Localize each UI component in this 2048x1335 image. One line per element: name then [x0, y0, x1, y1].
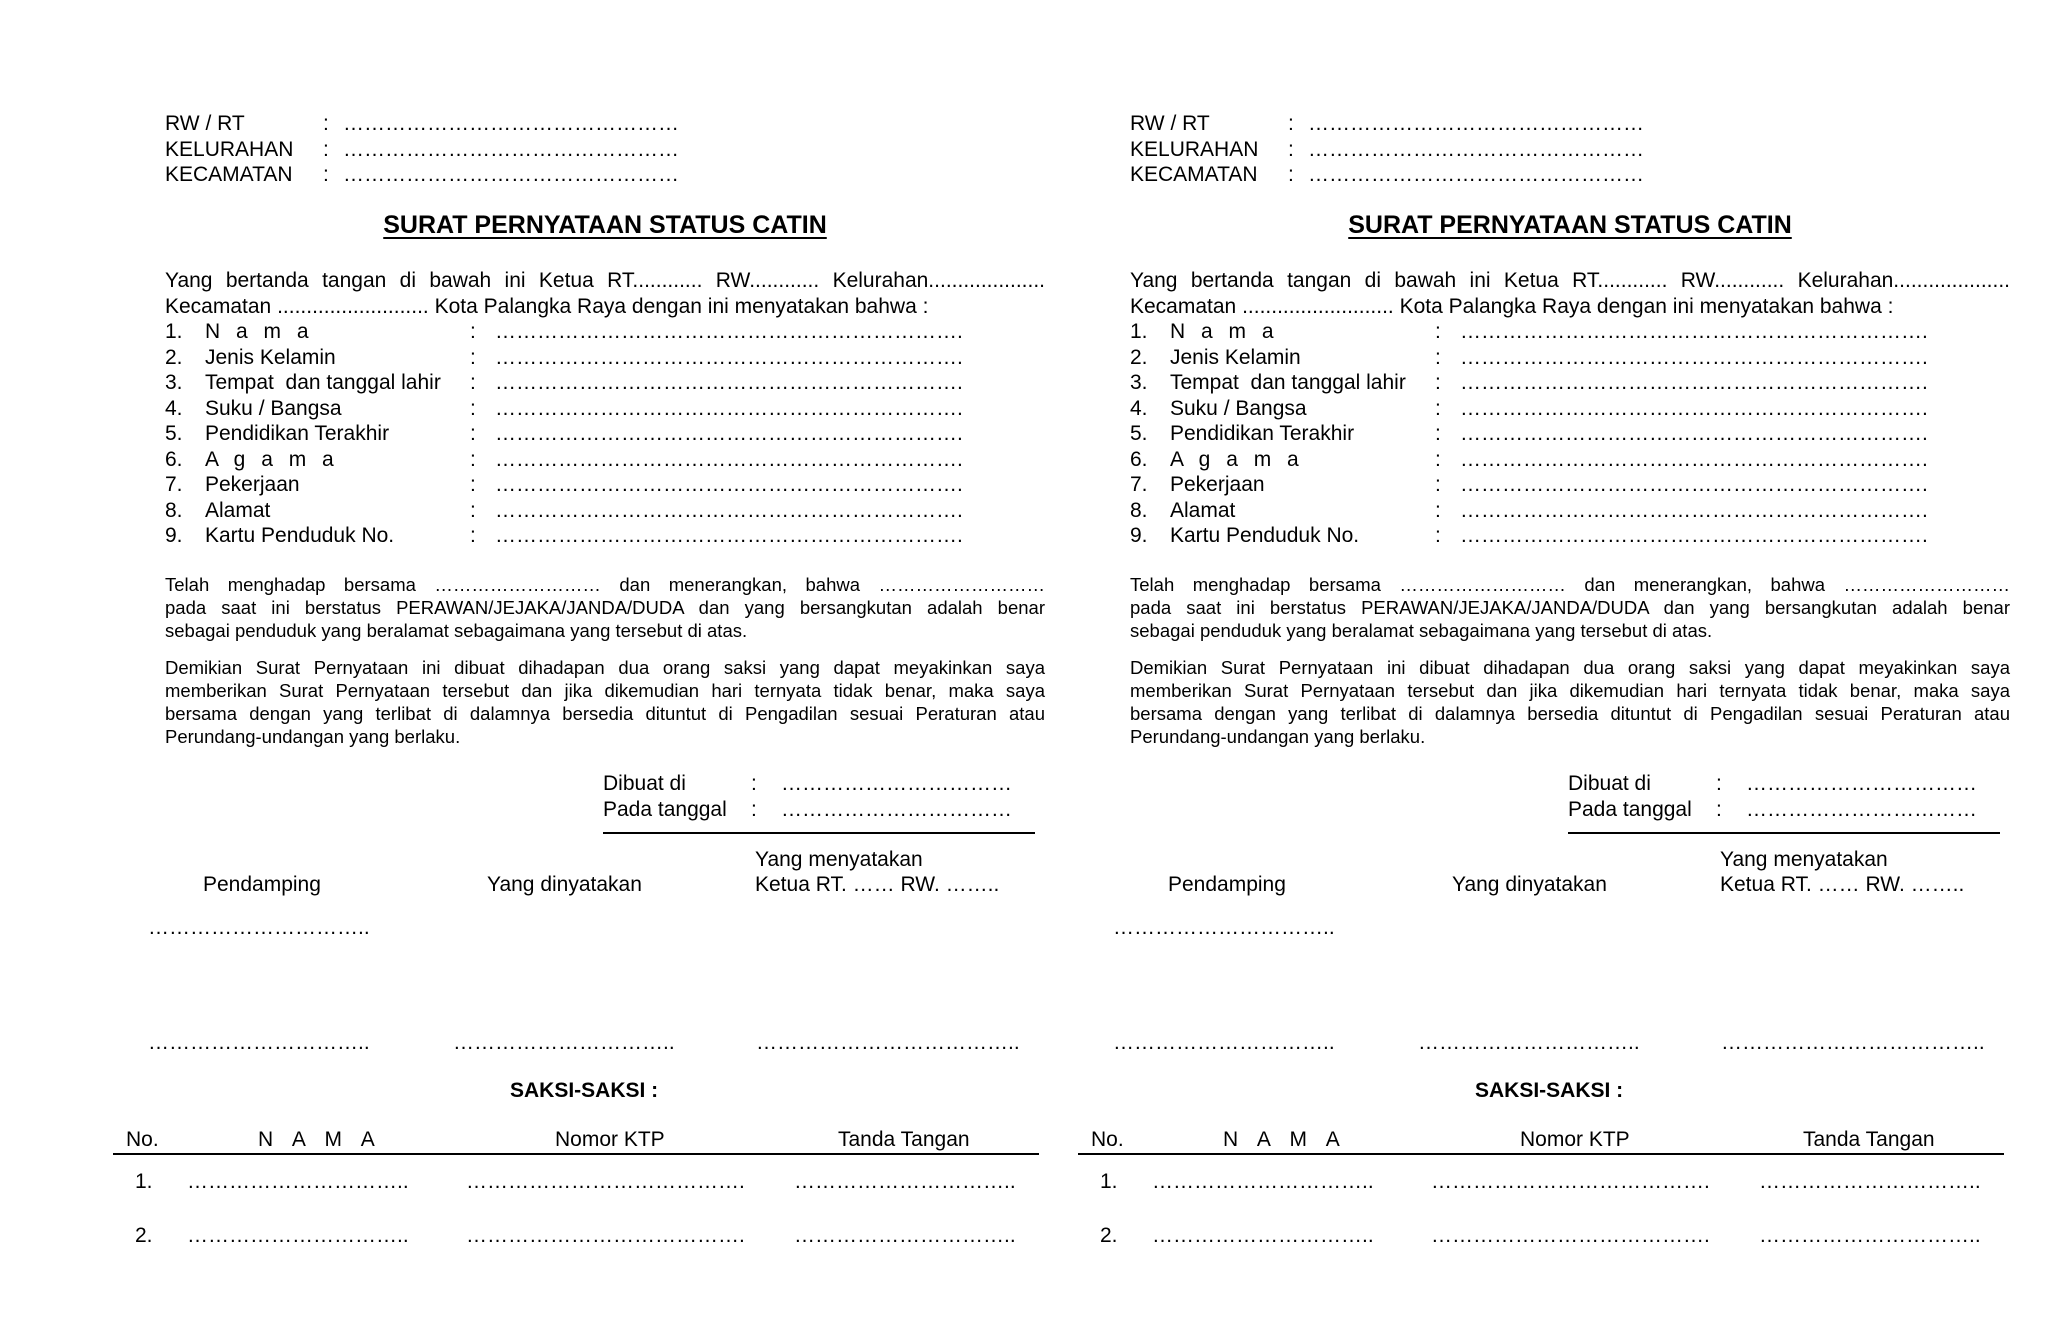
field-blank[interactable]: ……………………………: [1746, 772, 1977, 795]
item-number: 9.: [165, 524, 183, 547]
item-label: Jenis Kelamin: [1170, 345, 1301, 369]
signature-blank[interactable]: …………………………..: [148, 1031, 370, 1054]
item-number: 8.: [1130, 498, 1148, 522]
witness-ktp-blank[interactable]: ………………………………….: [1431, 1170, 1710, 1193]
field-blank[interactable]: ……………………………: [781, 797, 1012, 821]
field-label: Pada tanggal: [1568, 797, 1692, 821]
item-blank[interactable]: ………………………………………………………….: [495, 345, 963, 369]
paragraph-line: Demikian Surat Pernyataan ini dibuat dihadapan dua orang saksi yang dapat meyakinkan saya: [165, 657, 1045, 678]
field-colon: :: [323, 163, 329, 186]
paragraph-line: bersama dengan yang terlibat di dalamnya bersedia dituntut di Pengadilan sesuai Peraturan atau: [165, 703, 1045, 724]
table-header-line: [113, 1153, 1039, 1155]
item-number: 2.: [1130, 345, 1148, 369]
item-blank[interactable]: ………………………………………………………….: [495, 447, 963, 471]
item-label: Suku / Bangsa: [1170, 396, 1307, 420]
signature-blank[interactable]: …………………………..: [148, 916, 370, 939]
field-colon: :: [1288, 112, 1294, 135]
field-blank[interactable]: …………………………………………: [1308, 112, 1644, 135]
item-blank[interactable]: ………………………………………………………….: [495, 524, 963, 547]
item-number: 5.: [165, 422, 183, 445]
item-colon: :: [470, 498, 476, 522]
paragraph-line: memberikan Surat Pernyataan tersebut dan jika dikemudian hari ternyata tidak benar, maka saya: [165, 680, 1045, 701]
column-header-ktp: Nomor KTP: [555, 1128, 665, 1151]
item-label: Alamat: [1170, 498, 1236, 522]
item-label: Alamat: [205, 498, 271, 522]
item-label: Pendidikan Terakhir: [205, 422, 390, 445]
item-number: 7.: [1130, 473, 1148, 496]
item-colon: :: [470, 345, 476, 369]
signature-blank[interactable]: …………………………..: [453, 1031, 675, 1054]
item-label: Kartu Penduduk No.: [205, 524, 395, 547]
field-colon: :: [1288, 163, 1294, 186]
paragraph-line: pada saat ini berstatus PERAWAN/JEJAKA/JANDA/DUDA dan yang bersangkutan adalah benar: [1130, 597, 2010, 618]
paragraph-line: Perundang-undangan yang berlaku.: [1130, 726, 1426, 747]
field-label: KECAMATAN: [165, 163, 293, 186]
column-header-tanda-tangan: Tanda Tangan: [1803, 1128, 1935, 1151]
item-colon: :: [470, 422, 476, 445]
item-blank[interactable]: ………………………………………………………….: [495, 396, 963, 420]
document-title: SURAT PERNYATAAN STATUS CATIN: [1348, 211, 1792, 239]
witness-name-blank[interactable]: …………………………..: [187, 1170, 409, 1193]
paragraph-line: Perundang-undangan yang berlaku.: [165, 726, 461, 747]
item-colon: :: [1435, 473, 1441, 496]
row-number: 2.: [135, 1224, 153, 1247]
item-label: Suku / Bangsa: [205, 396, 342, 420]
witness-ktp-blank[interactable]: ………………………………….: [466, 1224, 745, 1247]
item-colon: :: [1435, 320, 1441, 343]
field-blank[interactable]: ……………………………: [1746, 797, 1977, 821]
paragraph-line: bersama dengan yang terlibat di dalamnya bersedia dituntut di Pengadilan sesuai Peraturan atau: [1130, 703, 2010, 724]
table-header-line: [1078, 1153, 2004, 1155]
field-blank[interactable]: …………………………………………: [1308, 163, 1644, 186]
field-label: KELURAHAN: [1130, 137, 1259, 161]
paragraph-line: pada saat ini berstatus PERAWAN/JEJAKA/JANDA/DUDA dan yang bersangkutan adalah benar: [165, 597, 1045, 618]
item-blank[interactable]: ………………………………………………………….: [495, 422, 963, 445]
witness-name-blank[interactable]: …………………………..: [1152, 1224, 1374, 1247]
item-number: 4.: [1130, 396, 1148, 420]
item-blank[interactable]: ………………………………………………………….: [1460, 498, 1928, 522]
intro-line: Yang bertanda tangan di bawah ini Ketua RT............ RW............ Kelurahan....................: [1130, 269, 2010, 292]
item-colon: :: [1435, 498, 1441, 522]
item-label: A g a m a: [1170, 447, 1304, 471]
item-number: 7.: [165, 473, 183, 496]
field-label: Pada tanggal: [603, 797, 727, 821]
witness-signature-blank[interactable]: …………………………..: [1759, 1224, 1981, 1247]
document-title: SURAT PERNYATAAN STATUS CATIN: [383, 211, 827, 239]
field-blank[interactable]: ……………………………: [781, 772, 1012, 795]
field-label: RW / RT: [1130, 112, 1210, 135]
item-number: 3.: [1130, 371, 1148, 394]
item-blank[interactable]: ………………………………………………………….: [1460, 524, 1928, 547]
field-label: Dibuat di: [1568, 772, 1651, 795]
column-header-nama: N A M A: [1223, 1128, 1347, 1151]
item-number: 1.: [1130, 320, 1148, 343]
item-label: Pekerjaan: [1170, 473, 1265, 496]
statement-paragraph: [1130, 573, 2010, 642]
item-blank[interactable]: ………………………………………………………….: [1460, 422, 1928, 445]
item-blank[interactable]: ………………………………………………………….: [495, 371, 963, 394]
signer-heading-dinyatakan: Yang dinyatakan: [1452, 873, 1607, 896]
item-colon: :: [470, 524, 476, 547]
witness-signature-blank[interactable]: …………………………..: [794, 1224, 1016, 1247]
item-blank[interactable]: ………………………………………………………….: [495, 498, 963, 522]
signer-heading-pendamping: Pendamping: [203, 873, 321, 896]
field-blank[interactable]: …………………………………………: [1308, 137, 1644, 161]
item-blank[interactable]: ………………………………………………………….: [1460, 447, 1928, 471]
field-label: KELURAHAN: [165, 137, 294, 161]
field-label: KECAMATAN: [1130, 163, 1258, 186]
signer-ketua-rt-rw: Ketua RT. …… RW. ……..: [1720, 873, 1965, 896]
item-number: 9.: [1130, 524, 1148, 547]
item-label: Pekerjaan: [205, 473, 300, 496]
paragraph-line: Demikian Surat Pernyataan ini dibuat dihadapan dua orang saksi yang dapat meyakinkan saya: [1130, 657, 2010, 678]
row-number: 1.: [135, 1170, 153, 1193]
item-colon: :: [1435, 422, 1441, 445]
intro-line: Kecamatan .......................... Kota Palangka Raya dengan ini menyatakan bahwa :: [1130, 294, 1894, 318]
intro-text: [165, 268, 1045, 319]
field-colon: :: [323, 137, 329, 161]
item-colon: :: [470, 473, 476, 496]
intro-text: [1130, 268, 2010, 319]
column-header-ktp: Nomor KTP: [1520, 1128, 1630, 1151]
paragraph-line: Telah menghadap bersama ……………………… dan menerangkan, bahwa ………………………: [165, 574, 1045, 595]
paragraph-line: memberikan Surat Pernyataan tersebut dan jika dikemudian hari ternyata tidak benar, maka saya: [1130, 680, 2010, 701]
column-header-tanda-tangan: Tanda Tangan: [838, 1128, 970, 1151]
field-colon: :: [1716, 772, 1722, 795]
item-label: Pendidikan Terakhir: [1170, 422, 1355, 445]
closing-paragraph: [165, 656, 1045, 748]
item-label: Jenis Kelamin: [205, 345, 336, 369]
witness-name-blank[interactable]: …………………………..: [1152, 1170, 1374, 1193]
item-colon: :: [1435, 447, 1441, 471]
item-colon: :: [470, 371, 476, 394]
divider-line: [1568, 832, 2000, 834]
signer-heading-menyatakan: Yang menyatakan: [755, 848, 923, 871]
item-label: A g a m a: [205, 447, 339, 471]
field-blank[interactable]: …………………………………………: [343, 137, 679, 161]
field-colon: :: [1288, 137, 1294, 161]
witness-ktp-blank[interactable]: ………………………………….: [466, 1170, 745, 1193]
column-header-nama: N A M A: [258, 1128, 382, 1151]
item-blank[interactable]: ………………………………………………………….: [1460, 371, 1928, 394]
divider-line: [603, 832, 1035, 834]
item-colon: :: [1435, 345, 1441, 369]
row-number: 1.: [1100, 1170, 1118, 1193]
item-blank[interactable]: ………………………………………………………….: [495, 473, 963, 496]
column-header-no: No.: [126, 1128, 159, 1151]
signer-heading-dinyatakan: Yang dinyatakan: [487, 873, 642, 896]
signature-blank[interactable]: ………………………………..: [1721, 1031, 1985, 1054]
paragraph-line: sebagai penduduk yang beralamat sebagaimana yang tersebut di atas.: [1130, 620, 1713, 641]
item-number: 4.: [165, 396, 183, 420]
intro-line: Kecamatan .......................... Kota Palangka Raya dengan ini menyatakan bahwa :: [165, 294, 929, 318]
item-number: 6.: [1130, 447, 1148, 471]
signature-blank[interactable]: …………………………..: [1113, 916, 1335, 939]
field-colon: :: [751, 772, 757, 795]
item-colon: :: [1435, 396, 1441, 420]
signature-blank[interactable]: …………………………..: [1418, 1031, 1640, 1054]
item-number: 1.: [165, 320, 183, 343]
closing-paragraph: [1130, 656, 2010, 748]
item-label: Tempat dan tanggal lahir: [1170, 371, 1406, 394]
signature-blank[interactable]: ………………………………..: [756, 1031, 1020, 1054]
witness-signature-blank[interactable]: …………………………..: [794, 1170, 1016, 1193]
item-number: 5.: [1130, 422, 1148, 445]
item-number: 3.: [165, 371, 183, 394]
signer-heading-pendamping: Pendamping: [1168, 873, 1286, 896]
witness-name-blank[interactable]: …………………………..: [187, 1224, 409, 1247]
witness-section-title: SAKSI-SAKSI :: [1475, 1079, 1624, 1102]
signer-ketua-rt-rw: Ketua RT. …… RW. ……..: [755, 873, 1000, 896]
field-blank[interactable]: …………………………………………: [343, 163, 679, 186]
item-label: Tempat dan tanggal lahir: [205, 371, 441, 394]
field-label: Dibuat di: [603, 772, 686, 795]
item-blank[interactable]: ………………………………………………………….: [495, 320, 963, 343]
field-colon: :: [751, 797, 757, 821]
statement-paragraph: [165, 573, 1045, 642]
item-label: Kartu Penduduk No.: [1170, 524, 1360, 547]
item-colon: :: [1435, 524, 1441, 547]
item-label: N a m a: [205, 320, 314, 343]
item-blank[interactable]: ………………………………………………………….: [1460, 320, 1928, 343]
witness-section-title: SAKSI-SAKSI :: [510, 1079, 659, 1102]
field-colon: :: [1716, 797, 1722, 821]
item-label: N a m a: [1170, 320, 1279, 343]
item-colon: :: [470, 396, 476, 420]
witness-ktp-blank[interactable]: ………………………………….: [1431, 1224, 1710, 1247]
column-header-no: No.: [1091, 1128, 1124, 1151]
signer-heading-menyatakan: Yang menyatakan: [1720, 848, 1888, 871]
field-colon: :: [323, 112, 329, 135]
field-blank[interactable]: …………………………………………: [343, 112, 679, 135]
paragraph-line: Telah menghadap bersama ……………………… dan menerangkan, bahwa ………………………: [1130, 574, 2010, 595]
item-blank[interactable]: ………………………………………………………….: [1460, 345, 1928, 369]
item-number: 2.: [165, 345, 183, 369]
witness-signature-blank[interactable]: …………………………..: [1759, 1170, 1981, 1193]
row-number: 2.: [1100, 1224, 1118, 1247]
paragraph-line: sebagai penduduk yang beralamat sebagaimana yang tersebut di atas.: [165, 620, 748, 641]
intro-line: Yang bertanda tangan di bawah ini Ketua RT............ RW............ Kelurahan....................: [165, 269, 1045, 292]
item-colon: :: [470, 320, 476, 343]
signature-blank[interactable]: …………………………..: [1113, 1031, 1335, 1054]
item-number: 6.: [165, 447, 183, 471]
item-colon: :: [470, 447, 476, 471]
item-colon: :: [1435, 371, 1441, 394]
field-label: RW / RT: [165, 112, 245, 135]
item-blank[interactable]: ………………………………………………………….: [1460, 473, 1928, 496]
item-number: 8.: [165, 498, 183, 522]
item-blank[interactable]: ………………………………………………………….: [1460, 396, 1928, 420]
